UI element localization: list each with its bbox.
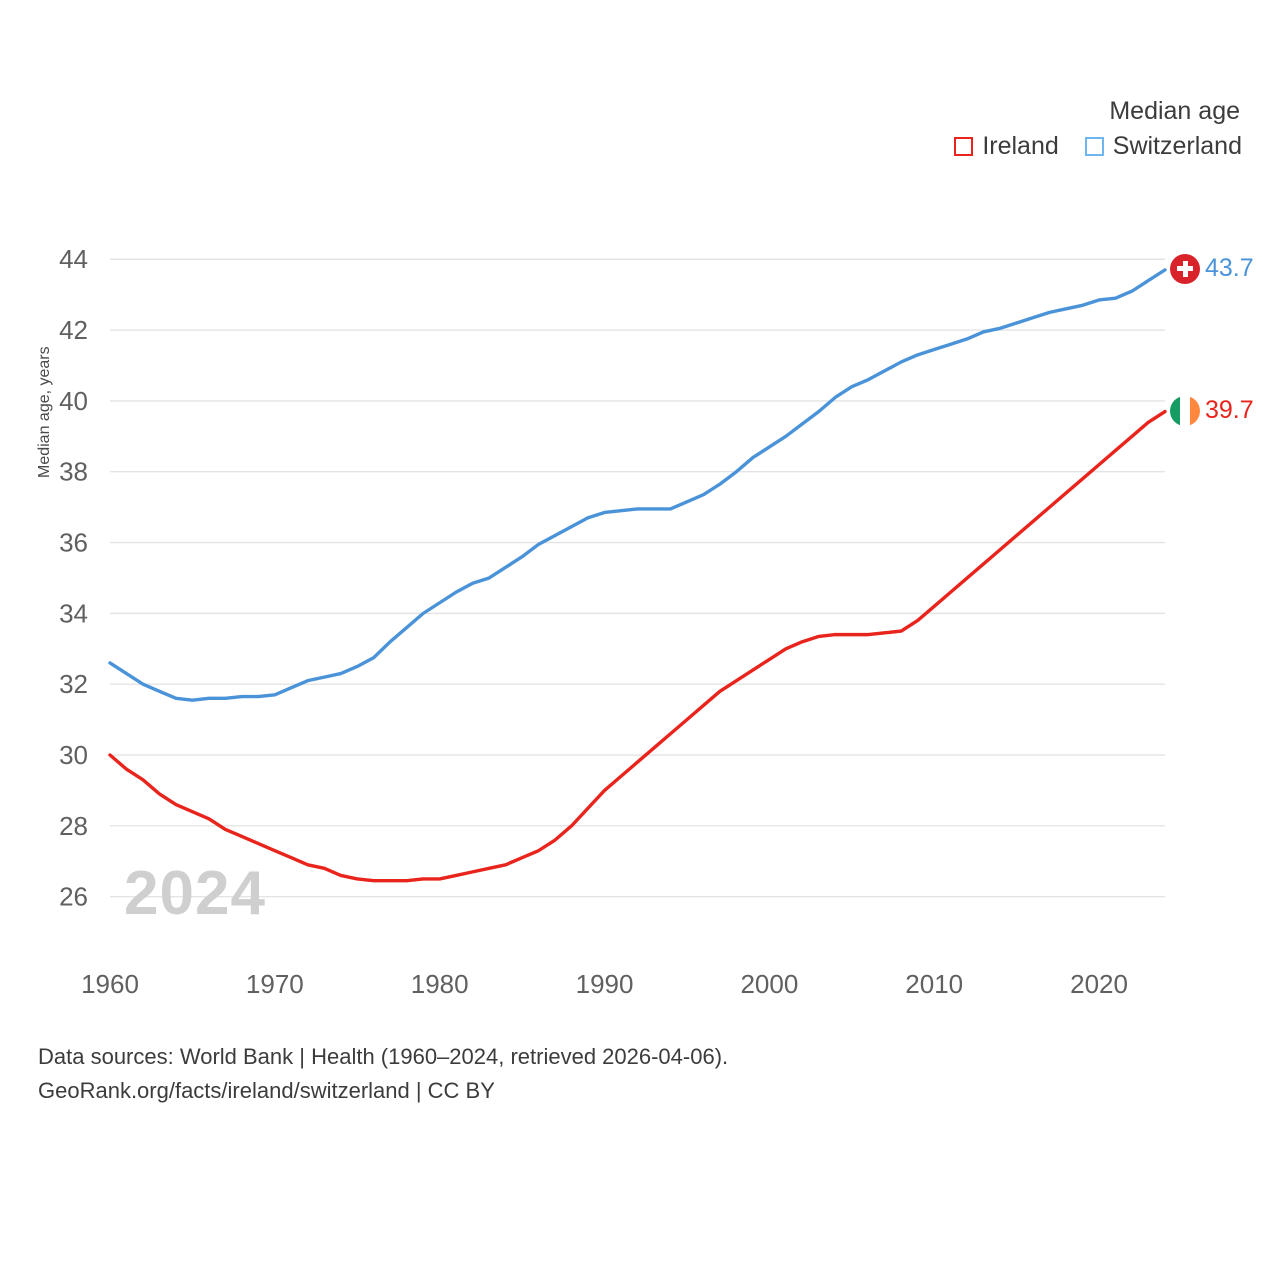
end-label-ireland [1170,396,1254,426]
footer-sources [38,1040,728,1108]
svg-text:2020: 2020 [1070,969,1128,999]
svg-text:32: 32 [59,669,88,700]
ireland-flag-icon [1170,396,1200,426]
svg-text:26: 26 [59,881,88,912]
svg-text:2010: 2010 [905,969,964,999]
series-line-ireland [110,412,1165,881]
end-label-switzerland [1170,254,1254,284]
y-tick-labels [59,244,88,911]
end-value-switzerland: 43.7 [1205,254,1254,283]
footer-line-2: GeoRank.org/facts/ireland/switzerland | CC BY [38,1078,495,1104]
gridlines [110,259,1165,896]
svg-text:40: 40 [59,385,88,416]
legend-title: Median age [1109,97,1240,125]
series-line-switzerland [110,270,1165,700]
y-axis-label: Median age, years [36,346,53,478]
svg-text:38: 38 [59,456,88,487]
x-tick-labels [81,969,1128,999]
year-watermark: 2024 [124,859,266,928]
footer-line-1: Data sources: World Bank | Health (1960–2024, retrieved 2026-04-06). [38,1044,729,1069]
svg-text:44: 44 [59,244,88,275]
legend-label-ireland: Ireland [982,132,1059,160]
svg-text:34: 34 [59,598,88,629]
legend-label-switzerland: Switzerland [1112,132,1242,160]
svg-text:36: 36 [59,527,88,558]
switzerland-flag-icon [1170,254,1200,284]
svg-text:1970: 1970 [245,969,304,999]
end-value-ireland: 39.7 [1205,396,1254,425]
svg-text:1990: 1990 [575,969,634,999]
svg-text:42: 42 [59,315,88,346]
svg-text:2000: 2000 [740,969,799,999]
svg-text:30: 30 [59,740,88,771]
svg-text:28: 28 [59,810,88,841]
svg-text:1980: 1980 [410,969,469,999]
svg-text:1960: 1960 [81,969,139,999]
